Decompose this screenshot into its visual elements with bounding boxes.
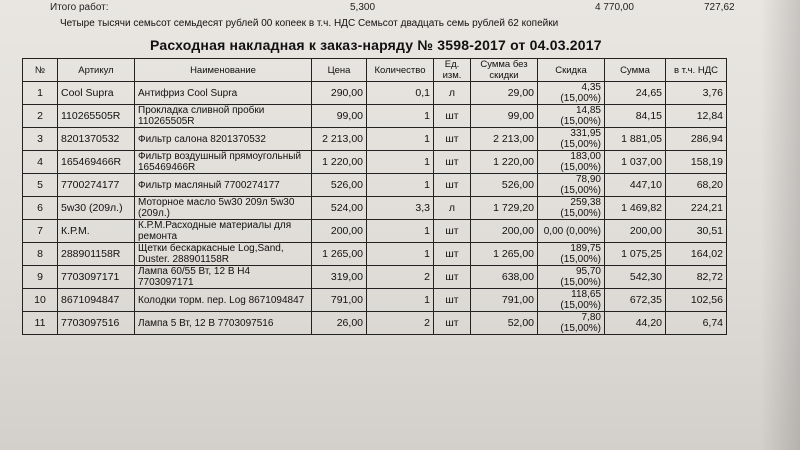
cell-total: 24,65 [605,82,666,105]
discount-amount: 259,38 [570,197,601,208]
cell-name: Фильтр масляный 7700274177 [135,174,312,197]
cell-art: 5w30 (209л.) [58,197,135,220]
cell-n: 2 [23,105,58,128]
cell-sum: 1 729,20 [471,197,538,220]
header-cell: Сумма без скидки [471,59,538,82]
header-cell: Артикул [58,59,135,82]
header-cell: Наименование [135,59,312,82]
table-row [23,174,727,197]
discount-amount: 7,80 [581,312,601,323]
cell-sum: 1 265,00 [471,243,538,266]
cell-name: Моторное масло 5w30 209л 5w30 (209л.) [135,197,312,220]
cell-n: 5 [23,174,58,197]
table-row [23,289,727,312]
cell-total: 542,30 [605,266,666,289]
cell-sum: 638,00 [471,266,538,289]
cell-price: 99,00 [312,105,367,128]
summary-row [50,4,750,18]
discount-amount: 14,85 [575,105,601,116]
header-cell: Скидка [538,59,605,82]
table-row [23,82,727,105]
cell-price: 526,00 [312,174,367,197]
amount-in-words: Четыре тысячи семьсот семьдесят рублей 00 копеек в т.ч. НДС Семьсот двадцать семь рублей 62 копейки [60,18,559,29]
cell-qty: 3,3 [367,197,434,220]
discount-amount: 118,65 [571,289,601,300]
cell-vat: 164,02 [666,243,727,266]
discount-percent: (15,00%) [560,300,601,311]
invoice-title: Расходная накладная к заказ-наряду № 3598-2017 от 04.03.2017 [150,37,602,53]
cell-total: 447,10 [605,174,666,197]
cell-qty: 2 [367,312,434,335]
cell-sum: 29,00 [471,82,538,105]
page-shadow [760,0,800,450]
discount-percent: (15,00%) [560,93,601,104]
cell-n: 10 [23,289,58,312]
cell-sum: 52,00 [471,312,538,335]
cell-n: 1 [23,82,58,105]
cell-n: 11 [23,312,58,335]
prev-row-value: 5,300 [350,2,376,13]
cell-art: 7703097171 [58,266,135,289]
cell-discount [538,151,605,174]
table-row [23,220,727,243]
cell-name: Прокладка сливной пробки 110265505R [135,105,312,128]
cell-qty: 1 [367,243,434,266]
cell-vat: 68,20 [666,174,727,197]
cell-total: 672,35 [605,289,666,312]
cell-name: Лампа 60/55 Вт, 12 В H4 7703097171 [135,266,312,289]
cell-sum: 1 220,00 [471,151,538,174]
table-row [23,197,727,220]
cell-discount [538,174,605,197]
cell-qty: 1 [367,220,434,243]
cell-art: Cool Supra [58,82,135,105]
cell-art: 110265505R [58,105,135,128]
cell-unit: шт [434,312,471,335]
cell-name: Фильтр салона 8201370532 [135,128,312,151]
table-header-row [23,59,727,82]
cell-unit: л [434,197,471,220]
table-row [23,243,727,266]
total-sum: 4 770,00 [595,2,634,13]
cell-discount [538,220,605,243]
cell-vat: 3,76 [666,82,727,105]
cell-vat: 158,19 [666,151,727,174]
discount-amount: 331,95 [570,128,601,139]
cell-vat: 286,94 [666,128,727,151]
cell-qty: 1 [367,151,434,174]
cell-discount [538,105,605,128]
cell-unit: шт [434,151,471,174]
cell-vat: 30,51 [666,220,727,243]
cell-name: К.Р.М.Расходные материалы для ремонта [135,220,312,243]
cell-n: 4 [23,151,58,174]
discount-amount: 189,75 [570,243,601,254]
invoice-table [22,58,727,335]
cell-sum: 200,00 [471,220,538,243]
table-row [23,151,727,174]
discount-percent: (15,00%) [560,277,601,288]
discount-amount: 183,00 [570,151,601,162]
cell-total: 84,15 [605,105,666,128]
cell-name: Антифриз Cool Supra [135,82,312,105]
cell-unit: шт [434,128,471,151]
cell-price: 290,00 [312,82,367,105]
header-cell: Количество [367,59,434,82]
cell-total: 1 881,05 [605,128,666,151]
cell-name: Щетки бескаркасные Log,Sand, Duster. 288901158R [135,243,312,266]
cell-unit: шт [434,243,471,266]
cell-qty: 1 [367,174,434,197]
cell-total: 44,20 [605,312,666,335]
cell-discount [538,82,605,105]
cell-sum: 791,00 [471,289,538,312]
discount-percent: (15,00%) [560,139,601,150]
table-row [23,312,727,335]
cell-n: 6 [23,197,58,220]
cell-unit: шт [434,266,471,289]
cell-total: 1 037,00 [605,151,666,174]
cell-art: 8671094847 [58,289,135,312]
cell-qty: 1 [367,289,434,312]
header-cell: в т.ч. НДС [666,59,727,82]
discount-amount: 0,00 (0,00%) [543,225,601,237]
cell-vat: 102,56 [666,289,727,312]
cell-discount [538,243,605,266]
cell-total: 1 075,25 [605,243,666,266]
table-row [23,266,727,289]
cell-price: 1 220,00 [312,151,367,174]
cell-name: Лампа 5 Вт, 12 В 7703097516 [135,312,312,335]
cell-sum: 2 213,00 [471,128,538,151]
cell-art: 7703097516 [58,312,135,335]
cell-sum: 99,00 [471,105,538,128]
table-row [23,128,727,151]
cell-qty: 2 [367,266,434,289]
cell-n: 9 [23,266,58,289]
discount-amount: 4,35 [581,82,601,93]
discount-amount: 95,70 [575,266,601,277]
cell-qty: 1 [367,128,434,151]
cell-vat: 6,74 [666,312,727,335]
cell-unit: шт [434,105,471,128]
cell-total: 1 469,82 [605,197,666,220]
discount-percent: (15,00%) [560,323,601,334]
total-works-label: Итого работ: [50,2,109,13]
cell-discount [538,312,605,335]
cell-unit: л [434,82,471,105]
header-cell: Ед. изм. [434,59,471,82]
cell-qty: 0,1 [367,82,434,105]
cell-art: 7700274177 [58,174,135,197]
discount-percent: (15,00%) [560,254,601,265]
cell-vat: 12,84 [666,105,727,128]
cell-total: 200,00 [605,220,666,243]
cell-n: 3 [23,128,58,151]
total-vat: 727,62 [704,2,735,13]
cell-price: 319,00 [312,266,367,289]
cell-unit: шт [434,174,471,197]
cell-price: 791,00 [312,289,367,312]
discount-percent: (15,00%) [560,208,601,219]
table-row [23,105,727,128]
discount-amount: 78,90 [575,174,601,185]
cell-n: 8 [23,243,58,266]
cell-price: 524,00 [312,197,367,220]
cell-art: 165469466R [58,151,135,174]
cell-discount [538,128,605,151]
cell-price: 2 213,00 [312,128,367,151]
cell-qty: 1 [367,105,434,128]
cell-art: 288901158R [58,243,135,266]
header-cell: Цена [312,59,367,82]
cell-price: 200,00 [312,220,367,243]
discount-percent: (15,00%) [560,162,601,173]
cell-art: К.Р.М. [58,220,135,243]
cell-price: 26,00 [312,312,367,335]
cell-discount [538,266,605,289]
cell-name: Фильтр воздушный прямоугольный 165469466R [135,151,312,174]
discount-percent: (15,00%) [560,116,601,127]
cell-name: Колодки торм. пер. Log 8671094847 [135,289,312,312]
cell-art: 8201370532 [58,128,135,151]
cell-vat: 224,21 [666,197,727,220]
cell-unit: шт [434,220,471,243]
header-cell: Сумма [605,59,666,82]
cell-discount [538,289,605,312]
cell-n: 7 [23,220,58,243]
header-cell: № [23,59,58,82]
cell-price: 1 265,00 [312,243,367,266]
cell-discount [538,197,605,220]
cell-vat: 82,72 [666,266,727,289]
cell-sum: 526,00 [471,174,538,197]
discount-percent: (15,00%) [560,185,601,196]
cell-unit: шт [434,289,471,312]
